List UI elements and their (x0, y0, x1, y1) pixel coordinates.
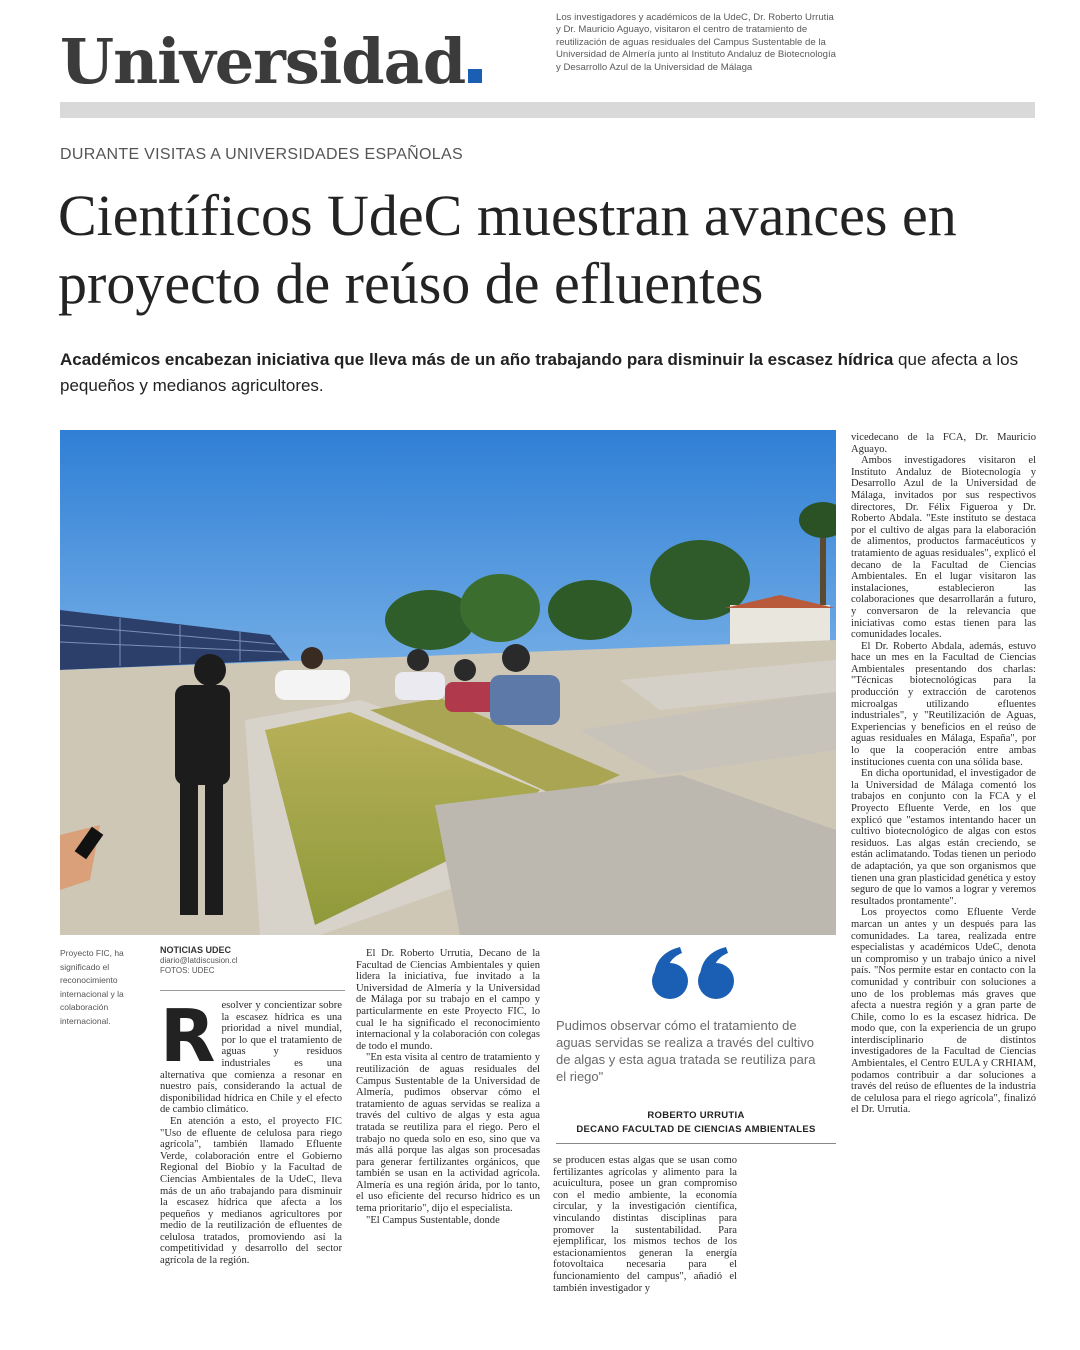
body-column-2 (356, 948, 540, 1333)
byline-source: NOTICIAS UDEC (160, 945, 232, 955)
body-paragraph: Ambos investigadores visitaron el Instituto Andaluz de Biotecnología y Desarrollo Azul de la Universidad de Málaga, invitados por sus respectivos directores, Dr. Félix Figueroa y Dr. Roberto Abdala. "Este instituto se destaca por el cultivo de algas para la elaboración de alimentos, productos farmacéuticos y tratamiento de aguas residuales", explicó el decano de la Facultad de Ciencias Ambientales. En el lugar visitaron las instalaciones, establecieron las colaboraciones que desarrollarán a futuro, y conversaron de la relevancia que iniciativas como estas tienen para las comunidades locales. (851, 455, 1036, 641)
body-paragraph: se producen estas algas que se usan como fertilizantes agrícolas y alimento para la acuicultura, posee un gran compromiso con el medio ambiente, la economía circular, y la investigación científica, vinculando distintas disciplinas para promover la sustentabilidad. Para ejemplificar, los mismos techos de los estacionamientos generan la energía fotovoltaica necesaria para el funcionamiento del campus", añadió el también investigador y (553, 1155, 737, 1294)
body-column-1 (160, 1000, 342, 1335)
quote-marks-icon (650, 945, 740, 1005)
section-title: Universidad (60, 22, 482, 102)
body-paragraph: "El Campus Sustentable, donde (366, 1214, 500, 1226)
body-paragraph: Los proyectos como Efluente Verde marcan un antes y un después para las comunidades. La tarea, realizada entre especialistas y académicos UdeC, denota un compromiso y un trabajo único a nivel país. "Nos permite estar en contacto con la comunidad y contribuir con soluciones a uno de los problemas más graves que afecta a nuestra región y a gran parte de Chile, como lo es la escasez hídrica. De modo que, con la experiencia de un grupo interdisciplinario de distintos investigadores de la Facultad de Ciencias Ambientales, el Centro EULA y CRHIAM, podamos contribuir a dar soluciones a través del reúso de efluentes de la industria de celulosa para el riego agrícola", finalizó el Dr. Urrutia. (851, 907, 1036, 1116)
photo-caption: Proyecto FIC, ha significado el reconocimiento internacional y la colaboración internacional. (60, 948, 124, 1026)
article-kicker: DURANTE VISITAS A UNIVERSIDADES ESPAÑOLAS (60, 146, 463, 163)
section-title-dot (468, 69, 482, 83)
body-column-3 (553, 1155, 737, 1335)
pull-quote-divider (556, 1143, 836, 1144)
body-paragraph: "En esta visita al centro de tratamiento y reutilización de aguas residuales del Campus Sustentable de la Universidad de Almería, pudimos observar cómo el tratamiento de aguas servidas se realiza a través del cultivo de algas y esta agua tratada se reutiliza para el riego. Pero el trabajo no queda solo en eso, sino que va más allá porque las algas son procesadas para generar fertilizantes orgánicos, que también se usan en la actividad agrícola. Almería es una región árida, por lo tanto, el uso eficiente del recurso hídrico es un tema prioritario", dijo el especialista. (356, 1052, 540, 1215)
pull-quote-text: Pudimos observar cómo el tratamiento de aguas servidas se realiza a través del cultivo de algas y esta agua tratada se reutiliza para el riego" (556, 1018, 816, 1084)
pull-quote-name: ROBERTO URRUTIA (647, 1110, 745, 1121)
body-paragraph: vicedecano de la FCA, Dr. Mauricio Aguayo. (851, 432, 1036, 455)
body-paragraph: En dicha oportunidad, el investigador de la Universidad de Málaga comentó los trabajos en conjunto con la FCA y el Proyecto Efluente Verde, en los que explicó que "estamos intentando hacer un cultivo biotecnológico de algas con estos residuos. Las algas están creciendo, se están aclimatando. Todas tienen un periodo de adaptación, ya que son organismos que tienen una gran plasticidad genética y estoy seguro de que lo vamos a lograr y veremos resultados prontamente". (851, 768, 1036, 907)
body-paragraph: El Dr. Roberto Urrutia, Decano de la Facultad de Ciencias Ambientales y quien lidera la iniciativa, fue invitado a la Universidad de Almería y la Universidad de Málaga por su trabajo en el campo y particularmente en este Proyecto FIC, lo cual le ha significado el reconocimiento internacional y la colaboración con colegas de todo el mundo. (356, 948, 540, 1052)
byline-email: diario@latdiscusion.cl (160, 956, 238, 965)
lede-bold: Académicos encabezan iniciativa que lleva más de un año trabajando para disminuir la escasez hídrica (60, 350, 894, 369)
pull-quote-title: DECANO FACULTAD DE CIENCIAS AMBIENTALES (576, 1124, 816, 1135)
article-byline (160, 945, 350, 976)
header-divider-bar (60, 102, 1035, 118)
top-photo-credit: Los investigadores y académicos de la UdeC, Dr. Roberto Urrutia y Dr. Mauricio Aguayo, visitaron el centro de tratamiento de reutilización de aguas residuales del Campus Sustentable de la Universidad de Almería junto al Instituto Andaluz de Biotecnología y Desarrollo Azul de la Universidad de Málaga (556, 12, 836, 73)
article-lede (60, 347, 1035, 399)
body-column-4 (851, 432, 1036, 1337)
drop-cap: R (160, 1000, 216, 1078)
byline-photos: FOTOS: UDEC (160, 966, 215, 975)
body-paragraph: En atención a esto, el proyecto FIC "Uso de efluente de celulosa para riego agrícola", también llamado Efluente Verde, colaboración entre el Gobierno Regional del Biobío y la Facultad de Ciencias Ambientales de la UdeC, lleva más de un año trabajando para disminuir la escasez hídrica que afecta a los pequeños y medianos agricultores por medio de la reutilización de efluentes de celulosa tratados, promoviendo así la competitividad y desarrollo del sector agrícola de la región. (160, 1115, 342, 1267)
body-paragraph: esolver y concientizar sobre la escasez hídrica es una prioridad a nivel mundial, por lo que el tratamiento de aguas y residuos industriales es una alternativa que comienza a resonar en nuestro país, considerando la actual de disponibilidad hídrica en Chile y el efecto de cambio climático. (160, 1000, 342, 1116)
byline-divider (160, 990, 345, 991)
article-photo (60, 430, 836, 935)
article-headline: Científicos UdeC muestran avances en proyecto de reúso de efluentes (58, 183, 957, 316)
body-paragraph: El Dr. Roberto Abdala, además, estuvo hace un mes en la Facultad de Ciencias Ambientales presentando dos charlas: "Técnicas biotecnológicas para la producción y extracción de carotenos microalgas utilizando efluentes industriales", y "Reutilización de Aguas, Experiencias y beneficios en el reúso de aguas residuales en Málaga, España", por lo que la cooperación entre ambas instituciones cuenta con una sólida base. (851, 640, 1036, 768)
lede-rest: que afecta a los pequeños y medianos agricultores. (60, 350, 1019, 395)
